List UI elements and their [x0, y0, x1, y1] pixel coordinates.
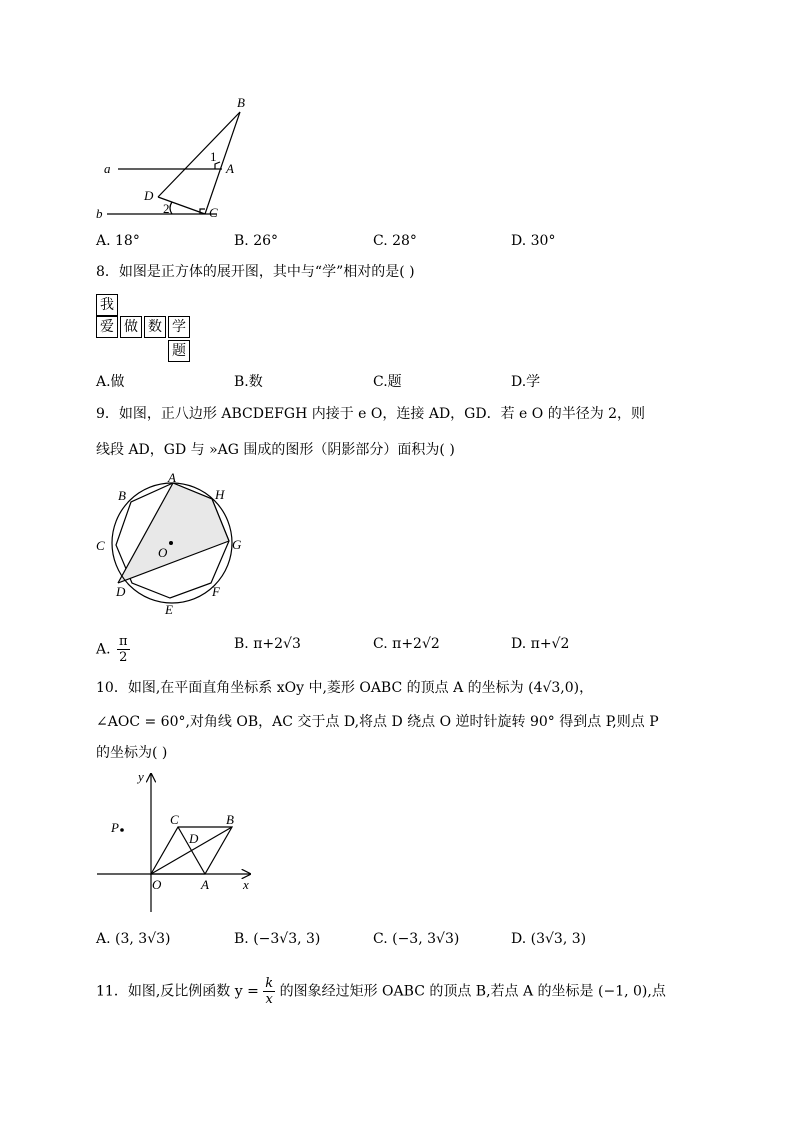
q7-option-d[interactable]: D. 30°: [511, 233, 556, 249]
q9-option-c[interactable]: C. π+2√2: [373, 636, 440, 652]
q7-option-b[interactable]: B. 26°: [234, 233, 279, 249]
net-cell-zuo: 做: [120, 316, 142, 338]
segment-bd: [158, 112, 240, 197]
label-B: B: [226, 812, 234, 827]
label-1: 1: [210, 149, 217, 164]
q11-fraction-den: x: [265, 992, 273, 1007]
label-A: A: [201, 877, 209, 892]
q11-fraction: [263, 976, 275, 1007]
label-H: H: [215, 487, 225, 502]
q9-option-b[interactable]: B. π+2√3: [234, 636, 301, 652]
label-A: A: [168, 470, 176, 485]
q10-option-c[interactable]: C. (−3, 3√3): [373, 931, 460, 947]
net-cell-xue: 学: [168, 316, 190, 338]
label-A: A: [226, 161, 234, 176]
q9-option-d[interactable]: D. π+√2: [511, 636, 570, 652]
q9-stem-line2: 线段 AD，GD 与 »AG 围成的图形（阴影部分）面积为( ): [96, 442, 455, 458]
label-B: B: [237, 95, 245, 110]
q10-option-a[interactable]: A. (3, 3√3): [96, 931, 171, 947]
label-E: E: [165, 602, 173, 617]
q8-stem: 8．如图是正方体的展开图，其中与“学”相对的是( ): [96, 264, 415, 280]
q7-option-c[interactable]: C. 28°: [373, 233, 417, 249]
q11-stem-post: 的图象经过矩形 OABC 的顶点 B,若点 A 的坐标是 (−1, 0),点: [279, 983, 666, 1000]
label-D: D: [189, 831, 199, 846]
q8-option-a[interactable]: A.做: [96, 374, 125, 390]
q9-stem-line1: 9．如图，正八边形 ABCDEFGH 内接于 e O，连接 AD，GD．若 e O 的半径为 2，则: [96, 406, 646, 422]
label-G: G: [232, 537, 242, 552]
q11-fraction-num: k: [265, 976, 274, 991]
label-P: P: [111, 820, 119, 835]
q9-option-a[interactable]: [96, 634, 130, 665]
q8-option-c[interactable]: C.题: [373, 374, 402, 390]
label-B: B: [118, 488, 126, 503]
q10-figure: [92, 768, 262, 916]
q11-stem-pre: 11．如图,反比例函数 y =: [96, 983, 259, 1000]
net-cell-wo: 我: [96, 294, 118, 316]
label-C: C: [96, 538, 105, 553]
label-x: x: [243, 877, 249, 892]
q7-option-a[interactable]: A. 18°: [96, 233, 140, 249]
label-C: C: [170, 812, 179, 827]
net-cell-ai: 爱: [96, 316, 118, 338]
q9-fraction-den: 2: [119, 650, 128, 665]
label-C: C: [209, 205, 218, 220]
point-p: [120, 828, 124, 832]
label-b: b: [96, 206, 103, 221]
label-2: 2: [163, 201, 170, 216]
label-O: O: [152, 877, 162, 892]
q9-figure: [92, 466, 252, 620]
q7-figure: [90, 92, 250, 227]
label-O: O: [158, 545, 168, 560]
q9-option-a-letter: A.: [96, 641, 111, 658]
q10-stem-line3: 的坐标为( ): [96, 745, 168, 761]
q8-option-b[interactable]: B.数: [234, 374, 263, 390]
label-D: D: [144, 188, 154, 203]
q10-option-b[interactable]: B. (−3√3, 3): [234, 931, 321, 947]
label-a: a: [104, 161, 111, 176]
q10-option-d[interactable]: D. (3√3, 3): [511, 931, 587, 947]
angle-mark-2: [170, 202, 172, 214]
q11-stem: [96, 976, 666, 1007]
q9-option-a-fraction: [117, 634, 130, 665]
q9-fraction-num: π: [119, 634, 128, 649]
label-D: D: [116, 584, 126, 599]
label-y: y: [138, 769, 144, 784]
net-cell-ti: 题: [168, 340, 190, 362]
q10-stem-line2: ∠AOC = 60°,对角线 OB，AC 交于点 D,将点 D 绕点 O 逆时针旋转 90° 得到点 P,则点 P: [96, 714, 659, 730]
net-cell-shu: 数: [144, 316, 166, 338]
q10-stem-line1: 10．如图,在平面直角坐标系 xOy 中,菱形 OABC 的顶点 A 的坐标为 (4√3,0)，: [96, 680, 594, 696]
center-dot: [169, 541, 173, 545]
label-F: F: [212, 584, 220, 599]
q8-option-d[interactable]: D.学: [511, 374, 541, 390]
